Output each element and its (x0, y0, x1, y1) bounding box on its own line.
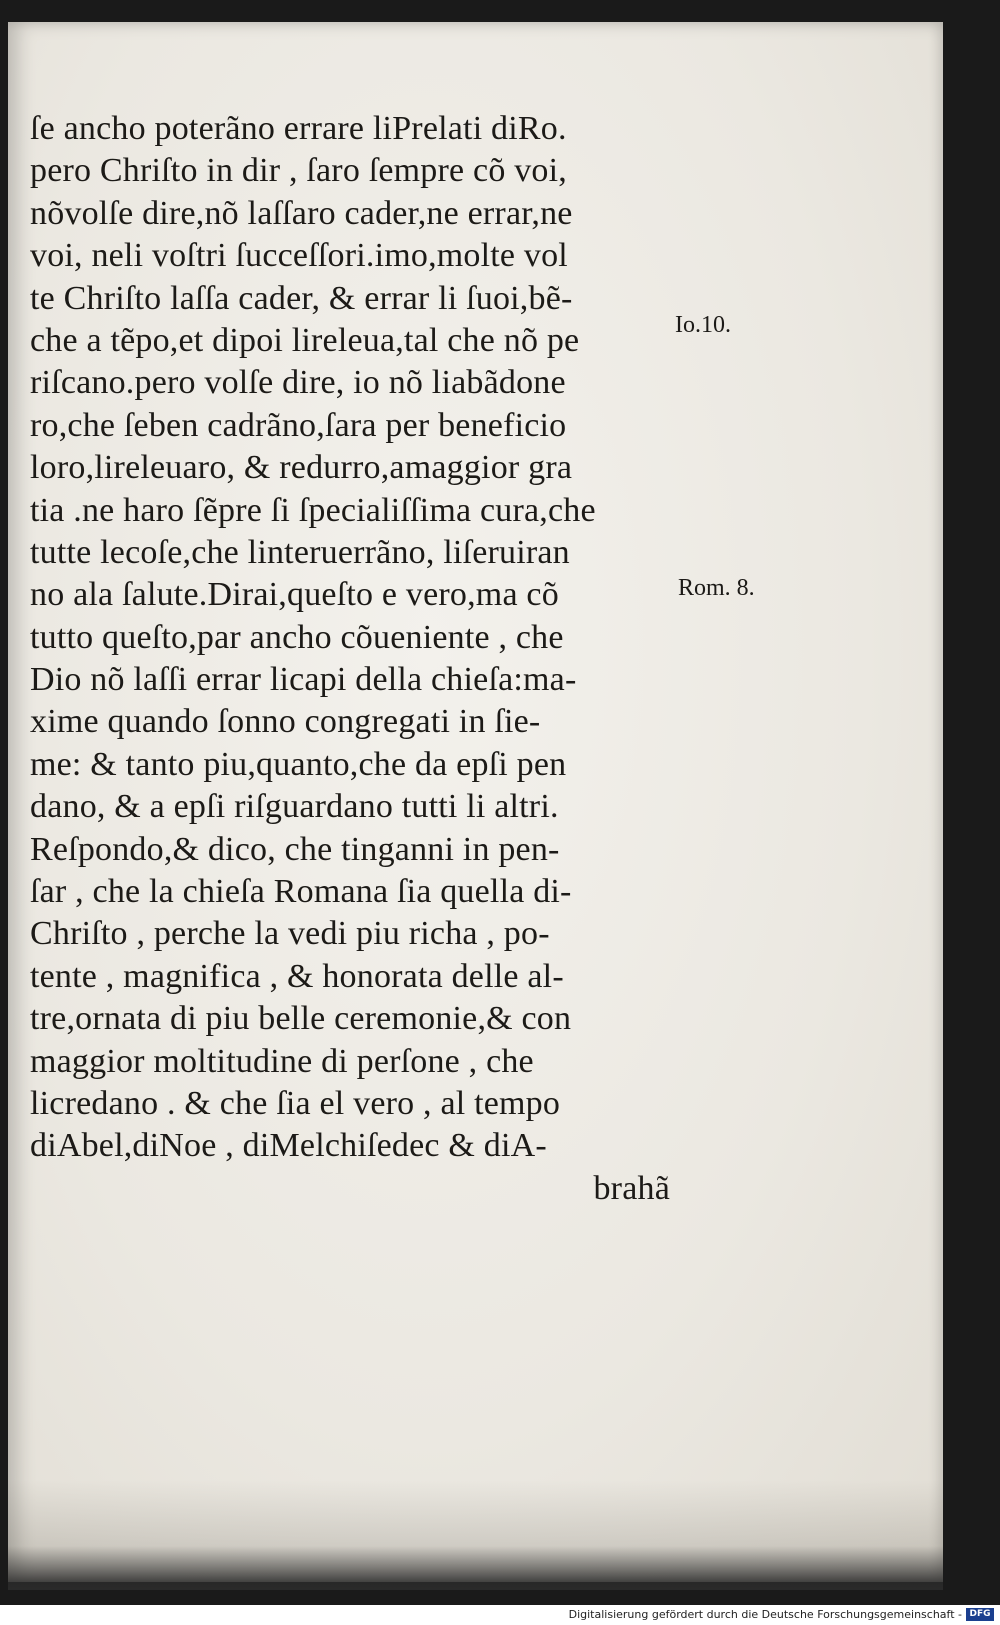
text-line: voi, neli voſtri ſucceſſori.imo,molte vol (30, 237, 568, 275)
page-bottom-edge (8, 1480, 943, 1590)
dfg-logo-icon: DFG (966, 1608, 994, 1621)
text-line: tre,ornata di piu belle ceremonie,& con (30, 1000, 572, 1038)
marginal-note-romans: Rom. 8. (678, 575, 755, 601)
text-line: riſcano.pero volſe dire, io nõ liabãdone (30, 364, 566, 402)
text-line: maggior moltitudine di perſone , che (30, 1042, 534, 1080)
text-line: te Chriſto laſſa cader, & errar li ſuoi,bẽ- (30, 279, 573, 317)
text-line: ſar , che la chieſa Romana ſia quella di- (30, 873, 572, 911)
text-line: me: & tanto piu,quanto,che da epſi pen (30, 745, 567, 783)
text-line: Chriſto , perche la vedi piu richa , po- (30, 915, 550, 953)
text-line: licredano . & che ſia el vero , al tempo (30, 1084, 561, 1122)
body-text (30, 108, 690, 1210)
text-line: tente , magnifica , & honorata delle al- (30, 957, 564, 995)
text-line: Dio nõ laſſi errar licapi della chieſa:ma- (30, 661, 577, 699)
text-line: ſe ancho poterãno errare liPrelati diRo. (30, 110, 567, 147)
digitization-footer (0, 1605, 1000, 1625)
text-line: tia .ne haro ſẽpre ſi ſpecialiſſima cura,che (30, 491, 596, 529)
text-line: no ala ſalute.Dirai,queſto e vero,ma cõ (30, 576, 559, 614)
text-line: diAbel,diNoe , diMelchiſedec & diA- (30, 1127, 547, 1165)
catchword: brahã (593, 1169, 670, 1207)
text-line: tutto queſto,par ancho cõueniente , che (30, 618, 564, 656)
marginal-note-john: Io.10. (675, 312, 731, 338)
footer-credit: Digitalisierung gefördert durch die Deutsche Forschungsgemeinschaft - (568, 1608, 962, 1621)
text-line: loro,lireleuaro, & redurro,amaggior gra (30, 449, 573, 487)
text-line: xime quando ſonno congregati in ſie- (30, 703, 541, 741)
text-line: che a tẽpo,et dipoi lireleua,tal che nõ pe (30, 321, 580, 359)
text-line: pero Chriſto in dir , ſaro ſempre cõ voi, (30, 152, 567, 190)
text-line: Reſpondo,& dico, che tinganni in pen- (30, 830, 560, 868)
text-line: nõvolſe dire,nõ laſſaro cader,ne errar,ne (30, 194, 573, 232)
text-line: tutte lecoſe,che linteruerrãno, liſeruiran (30, 533, 570, 571)
text-line: dano, & a epſi riſguardano tutti li altri. (30, 788, 559, 826)
text-line: ro,che ſeben cadrãno,ſara per beneficio (30, 406, 567, 444)
